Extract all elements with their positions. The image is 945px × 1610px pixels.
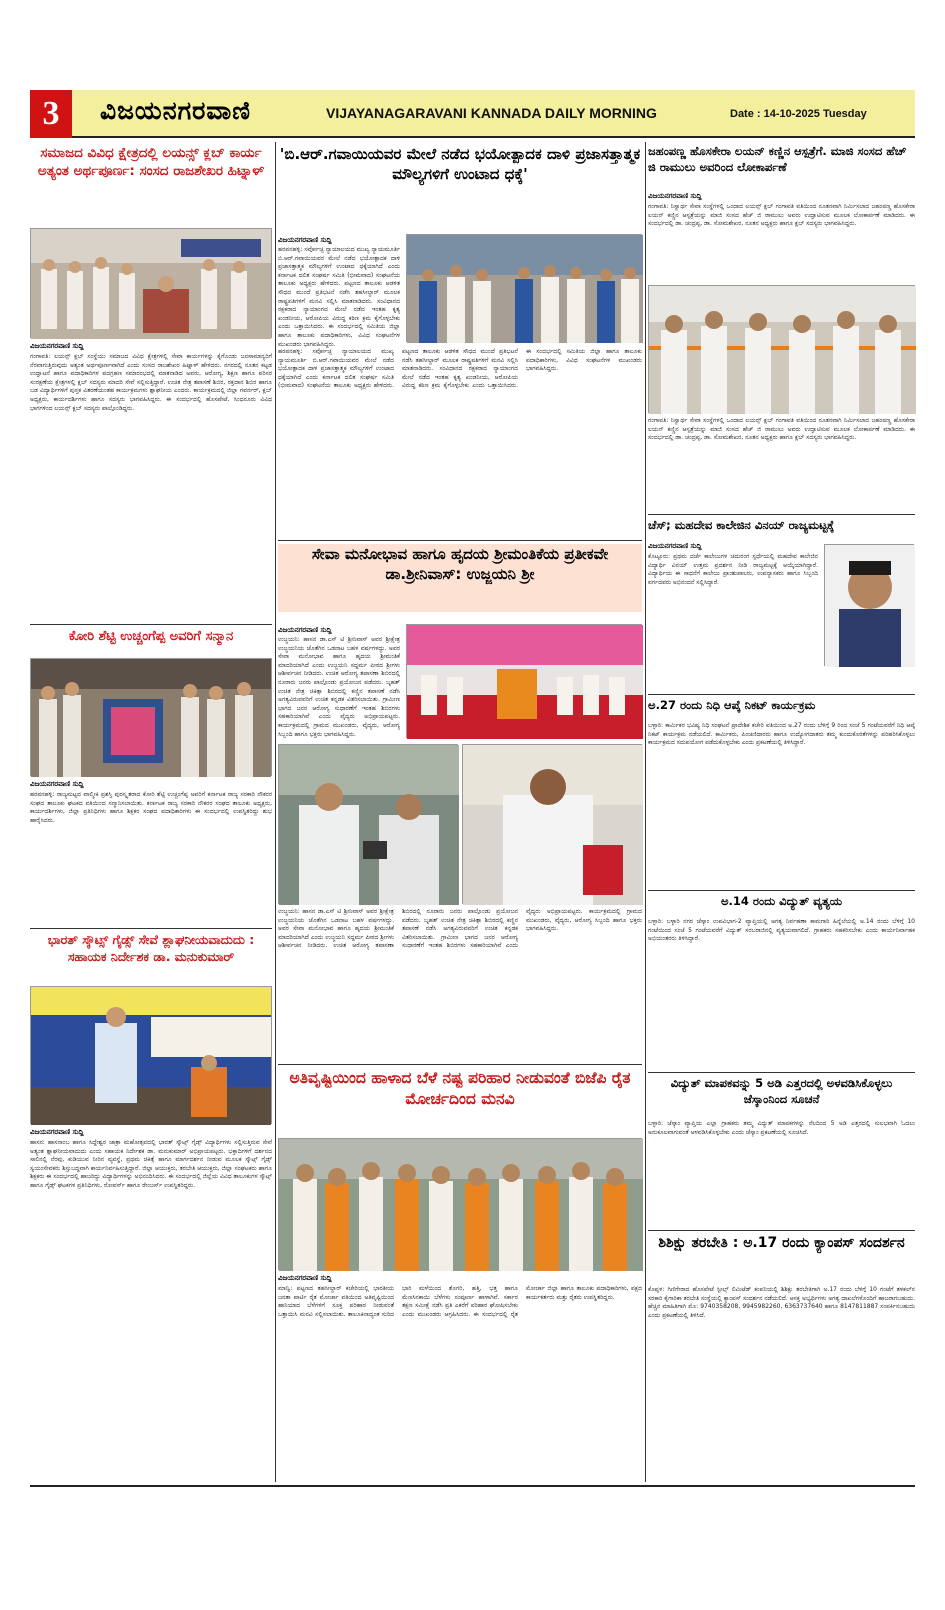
headline: ಜಹಂಪಣ್ಣ ಹೊಸಕೇರಾ ಲಯನ್ ಕಣ್ಣಿನ ಆಸ್ಪತ್ರೆಗೆ. ಮಾಜಿ ಸಂಸದ ಹೆಚ್ ಜಿ ರಾಮುಲು ಅವರಿಂದ ಲೋಕಾರ್ಪಣೆ xyxy=(648,144,907,174)
divider xyxy=(278,540,642,541)
headline: ಅ.27 ರಂದು ನಿಧಿ ಆಪ್ಕೆ ನಿಕಟ್ ಕಾರ್ಯಕ್ರಮ xyxy=(648,698,816,712)
felicitation-photo xyxy=(30,658,272,776)
divider xyxy=(648,1230,915,1231)
newspaper-subtitle: VIJAYANAGARAVANI KANNADA DAILY MORNING xyxy=(326,105,657,121)
doctor-photo xyxy=(462,744,642,904)
story-body: ಹರಪನಹಳ್ಳಿ: ರಾಜ್ಯಮಟ್ಟದ ವಾಲ್ಮೀಕಿ ಪ್ರಶಸ್ತಿ ಪುರಸ್ಕೃತರಾದ ಕೋರಿ ಶೆಟ್ಟಿ ಉಚ್ಚಂಗೆಪ್ಪ ಅವರಿಗೆ ಕರ್ನಾಟಕ ರಾಜ್ಯ ಸರಕಾರಿ ನೌಕರರ ಸಂಘದ ತಾಲೂಕು ಘಟಕದ ವತಿಯಿಂದ ಸನ್ಮಾನಿಸಲಾಯಿತು. ಕರ್ನಾಟಕ ರಾಜ್ಯ ಸರಕಾರಿ ನೌಕರರ ಸಂಘದ ತಾಲೂಕು ಅಧ್ಯಕ್ಷರು, ಕಾರ್ಯದರ್ಶಿಗಳು, ಜಿಲ್ಲಾ ಪ್ರತಿನಿಧಿಗಳು ಹಾಗೂ ಶಿಕ್ಷಕರ ಸಂಘದ ಪದಾಧಿಕಾರಿಗಳು ಈ ಸಂದರ್ಭದಲ್ಲಿ ಉಪಸ್ಥಿತರಿದ್ದು ಶುಭ ಹಾರೈಸಿದರು. xyxy=(30,791,272,824)
story-body: ಉಜ್ಜಯನಿ: ಹಾಸನ ಡಾ.ಎಸ್ ಟಿ ಶ್ರೀನಿವಾಸ್ ಅವರ ಶ್ರೀಕ್ಷೇತ್ರ ಉಜ್ಜಯನಿಯ ಜೊತೆಗಿನ ಒಡನಾಟ ಬಹಳ ವರ್ಷಗಳದ್ದು. ಅವರ ಸೇವಾ ಮನೋಭಾವ ಹಾಗೂ ಹೃದಯ ಶ್ರೀಮಂತಿಕೆ ಮಾದರಿಯಾಗಿದೆ ಎಂದು ಉಜ್ಜಯನಿ ಸದ್ಧರ್ಮ ಪೀಠದ ಶ್ರೀಗಳು ಆಶೀರ್ವಚನ ನೀಡಿದರು. ಉಚಿತ ಆರೋಗ್ಯ ತಪಾಸಣಾ ಶಿಬಿರದಲ್ಲಿ ನೂರಾರು ಜನರು ಪಾಲ್ಗೊಂಡು ಪ್ರಯೋಜನ ಪಡೆದರು. ಬೃಹತ್ ಉಚಿತ ನೇತ್ರ ಚಿಕಿತ್ಸಾ ಶಿಬಿರದಲ್ಲಿ ಕಣ್ಣಿನ ತಪಾಸಣೆ ನಡೆಸಿ ಅಗತ್ಯವಿರುವವರಿಗೆ ಉಚಿತ ಕನ್ನಡಕ ವಿತರಿಸಲಾಯಿತು. ಗ್ರಾಮೀಣ ಭಾಗದ ಜನರ ಆರೋಗ್ಯ ಸುಧಾರಣೆಗೆ ಇಂತಹ ಶಿಬಿರಗಳು ಸಹಕಾರಿಯಾಗಿವೆ ಎಂದು ವೈದ್ಯರು ಅಭಿಪ್ರಾಯಪಟ್ಟರು. ಕಾರ್ಯಕ್ರಮದಲ್ಲಿ ಗ್ರಾಮದ ಮುಖಂಡರು, ವೈದ್ಯರು, ಆರೋಗ್ಯ ಸಿಬ್ಬಂದಿ ಹಾಗೂ ಭಕ್ತರು ಭಾಗವಹಿಸಿದ್ದರು. xyxy=(278,636,400,738)
protest-photo xyxy=(406,234,642,342)
story-body: ಗಂಗಾವತಿ: ಲಯನ್ಸ್ ಕ್ಲಬ್ ಸಂಸ್ಥೆಯು ಸಮಾಜದ ವಿವಿಧ ಕ್ಷೇತ್ರಗಳಲ್ಲಿ ಸೇವಾ ಕಾರ್ಯಗಳನ್ನು ಕೈಗೊಂಡು ಜನಸಾಮಾನ್ಯರಿಗೆ ನೆರವಾಗುತ್ತಿರುವುದು ಅತ್ಯಂತ ಅರ್ಥಪೂರ್ಣವಾಗಿದೆ ಎಂದು ಸಂಸದ ರಾಜಶೇಖರ ಹಿಟ್ನಾಳ್ ಹೇಳಿದರು. ನಗರದಲ್ಲಿ ನೂತನ ಕಟ್ಟಡ ಉದ್ಘಾಟನೆ ಹಾಗೂ ಪದಾಧಿಕಾರಿಗಳ ಪದಗ್ರಹಣ ಸಮಾರಂಭದಲ್ಲಿ ಮಾತನಾಡಿದ ಅವರು, ಆರೋಗ್ಯ, ಶಿಕ್ಷಣ ಹಾಗೂ ಪರಿಸರ ಸಂರಕ್ಷಣೆಯ ಕ್ಷೇತ್ರಗಳಲ್ಲಿ ಕ್ಲಬ್ ಸದಸ್ಯರು ಮಾದರಿ ಸೇವೆ ಸಲ್ಲಿಸುತ್ತಿದ್ದಾರೆ. ಉಚಿತ ನೇತ್ರ ತಪಾಸಣೆ ಶಿಬಿರ, ರಕ್ತದಾನ ಶಿಬಿರ ಹಾಗೂ ಬಡ ವಿದ್ಯಾರ್ಥಿಗಳಿಗೆ ಪುಸ್ತಕ ವಿತರಣೆಯಂತಹ ಕಾರ್ಯಕ್ರಮಗಳು ಶ್ಲಾಘನೀಯ ಎಂದರು. ಕಾರ್ಯಕ್ರಮದಲ್ಲಿ ಜಿಲ್ಲಾ ಗವರ್ನರ್, ಕ್ಲಬ್ ಅಧ್ಯಕ್ಷರು, ಕಾರ್ಯದರ್ಶಿಗಳು ಹಾಗೂ ಸದಸ್ಯರು ಭಾಗವಹಿಸಿದ್ದರು. ಈ ಸಂದರ್ಭದಲ್ಲಿ ಹೊಸಪೇಟೆ, ಸಿಂಧನೂರು ವಿವಿಧ ಭಾಗಗಳಿಂದ ಲಯನ್ಸ್ ಕ್ಲಬ್ ಸದಸ್ಯರು ಪಾಲ್ಗೊಂಡಿದ್ದರು. xyxy=(30,353,272,412)
divider xyxy=(648,1072,915,1073)
story-body: ಮಾನ್ವಿ: ಪಟ್ಟಣದ ತಹಸೀಲ್ದಾರ್ ಕಚೇರಿಯಲ್ಲಿ ಭಾರತೀಯ ಜನತಾ ಪಾರ್ಟಿ ರೈತ ಮೋರ್ಚಾ ವತಿಯಿಂದ ಅತಿವೃಷ್ಟಿಯಿಂದ ಹಾನಿಯಾದ ಬೆಳೆಗಳಿಗೆ ಸೂಕ್ತ ಪರಿಹಾರ ನೀಡುವಂತೆ ಒತ್ತಾಯಿಸಿ ಮನವಿ ಸಲ್ಲಿಸಲಾಯಿತು. ತಾಲೂಕಿನಾದ್ಯಂತ ಸುರಿದ ಭಾರಿ ಮಳೆಯಿಂದ ತೊಗರಿ, ಹತ್ತಿ, ಭತ್ತ ಹಾಗೂ ಮೆಣಸಿನಕಾಯಿ ಬೆಳೆಗಳು ಸಂಪೂರ್ಣ ಹಾಳಾಗಿವೆ. ಸರ್ಕಾರ ತಕ್ಷಣ ಸಮೀಕ್ಷೆ ನಡೆಸಿ ಪ್ರತಿ ಎಕರೆಗೆ ಪರಿಹಾರ ಘೋಷಿಸಬೇಕು ಎಂದು ಮುಖಂಡರು ಆಗ್ರಹಿಸಿದರು. ಈ ಸಂದರ್ಭದಲ್ಲಿ ರೈತ ಮೋರ್ಚಾ ಜಿಲ್ಲಾ ಹಾಗೂ ತಾಲೂಕು ಪದಾಧಿಕಾರಿಗಳು, ಪಕ್ಷದ ಕಾರ್ಯಕರ್ತರು ಮತ್ತು ರೈತರು ಉಪಸ್ಥಿತರಿದ್ದರು. xyxy=(278,1285,642,1318)
headline: ಭಾರತ್ ಸ್ಕೌಟ್ಸ್ ಗೈಡ್ಸ್ ಸೇವೆ ಶ್ಲಾಘನೀಯವಾದುದು : ಸಹಾಯಕ ನಿರ್ದೇಶಕ ಡಾ. ಮನುಕುಮಾರ್ xyxy=(47,932,255,964)
story-body: ಬಳ್ಳಾರಿ: ಕಾರ್ಮಿಕರ ಭವಿಷ್ಯ ನಿಧಿ ಸಂಘಟನೆ ಪ್ರಾದೇಶಿಕ ಕಚೇರಿ ವತಿಯಿಂದ ಅ.27 ರಂದು ಬೆಳಿಗ್ಗೆ 9 ರಿಂದ ಸಂಜೆ 5 ಗಂಟೆಯವರೆಗೆ ನಿಧಿ ಆಪ್ಕೆ ನಿಕಟ್ ಕಾರ್ಯಕ್ರಮ ನಡೆಯಲಿದೆ. ಕಾರ್ಮಿಕರು, ಪಿಂಚಣಿದಾರರು ಹಾಗೂ ಉದ್ಯೋಗದಾತರು ತಮ್ಮ ಕುಂದುಕೊರತೆಗಳನ್ನು ಪರಿಹರಿಸಿಕೊಳ್ಳಲು ಕಾರ್ಯಕ್ರಮದ ಸದುಪಯೋಗ ಪಡೆದುಕೊಳ್ಳಬೇಕು ಎಂದು ಪ್ರಕಟಣೆಯಲ್ಲಿ ತಿಳಿಸಿದ್ದಾರೆ. xyxy=(648,722,915,747)
page-number: 3 xyxy=(30,90,72,138)
divider xyxy=(278,1064,642,1065)
column-rule xyxy=(275,142,276,1482)
story-kori-shetty xyxy=(30,628,272,918)
story-nidhi-app xyxy=(648,698,915,886)
student-photo xyxy=(824,544,914,666)
story-training xyxy=(648,1234,915,1476)
divider xyxy=(648,890,915,891)
story-power-cut xyxy=(648,894,915,1066)
bottom-rule xyxy=(30,1485,915,1487)
story-body: ಗಂಗಾವತಿ: ನಿಸ್ವಾರ್ಥ ಸೇವಾ ಸಂಸ್ಥೆಗಳಲ್ಲಿ ಒಂದಾದ ಲಯನ್ಸ್ ಕ್ಲಬ್ ಗಂಗಾವತಿ ವತಿಯಿಂದ ನೂತನವಾಗಿ ನಿರ್ಮಿಸಲಾದ ಜಹಂಪಣ್ಣ ಹೊಸಕೇರಾ ಲಯನ್ ಕಣ್ಣಿನ ಆಸ್ಪತ್ರೆಯನ್ನು ಮಾಜಿ ಸಂಸದ ಹೆಚ್ ಜಿ ರಾಮುಲು ಅವರು ಉದ್ಘಾಟಿಸುವ ಮೂಲಕ ಲೋಕಾರ್ಪಣೆ ಮಾಡಿದರು. ಈ ಸಂದರ್ಭದಲ್ಲಿ ಡಾ. ಚಂದ್ರಪ್ಪ, ಡಾ. ಸೋಮಶೇಖರ, ನೂತನ ಅಧ್ಯಕ್ಷರು ಹಾಗೂ ಕ್ಲಬ್ ಸದಸ್ಯರು ಭಾಗವಹಿಸಿದ್ದರು. xyxy=(648,203,915,228)
story-scouts-guides xyxy=(30,932,272,1469)
byline: ವಿಜಯನಗರವಾಣಿ ಸುದ್ದಿ xyxy=(278,1274,332,1282)
story-body: ಹರಪನಹಳ್ಳಿ: ಸರ್ವೋಚ್ಛ ನ್ಯಾಯಾಲಯದ ಮುಖ್ಯ ನ್ಯಾಯಮೂರ್ತಿ ಬಿ.ಆರ್.ಗವಾಯಿಯವರ ಮೇಲೆ ನಡೆದ ಭಯೋತ್ಪಾದಕ ದಾಳಿ ಪ್ರಜಾಸತ್ತಾತ್ಮಕ ಮೌಲ್ಯಗಳಿಗೆ ಉಂಟಾದ ಧಕ್ಕೆಯಾಗಿದೆ ಎಂದು ಕರ್ನಾಟಕ ದಲಿತ ಸಂಘರ್ಷ ಸಮಿತಿ (ಭೀಮವಾದ) ಸಂಘಟನೆಯ ತಾಲೂಕು ಅಧ್ಯಕ್ಷರು ಹೇಳಿದರು. ಪಟ್ಟಣದ ತಾಲೂಕು ಆಡಳಿತ ಸೌಧದ ಮುಂದೆ ಪ್ರತಿಭಟನೆ ನಡೆಸಿ ತಹಸೀಲ್ದಾರ್ ಮೂಲಕ ರಾಷ್ಟ್ರಪತಿಗಳಿಗೆ ಮನವಿ ಸಲ್ಲಿಸಿ ಮಾತನಾಡಿದರು. ಸಂವಿಧಾನದ ರಕ್ಷಕರಾದ ನ್ಯಾಯಾಂಗದ ಮೇಲೆ ನಡೆದ ಇಂತಹ ಕೃತ್ಯ ಖಂಡನೀಯ, ಆರೋಪಿಯ ವಿರುದ್ಧ ಕಠಿಣ ಕ್ರಮ ಕೈಗೊಳ್ಳಬೇಕು ಎಂದು ಒತ್ತಾಯಿಸಿದರು. ಈ ಸಂದರ್ಭದಲ್ಲಿ ಸಮಿತಿಯ ಜಿಲ್ಲಾ ಹಾಗೂ ತಾಲೂಕು ಪದಾಧಿಕಾರಿಗಳು, ವಿವಿಧ ಸಂಘಟನೆಗಳ ಮುಖಂಡರು ಭಾಗವಹಿಸಿದ್ದರು. xyxy=(278,246,400,348)
story-body: ಬಳ್ಳಾರಿ: ಬಳ್ಳಾರಿ ನಗರ ಜೆಸ್ಕಾಂ ಉಪವಿಭಾಗ-2 ವ್ಯಾಪ್ತಿಯಲ್ಲಿ ಅಗತ್ಯ ನಿರ್ವಹಣಾ ಕಾಮಗಾರಿ ಹಿನ್ನೆಲೆಯಲ್ಲಿ ಅ.14 ರಂದು ಬೆಳಿಗ್ಗೆ 10 ಗಂಟೆಯಿಂದ ಸಂಜೆ 5 ಗಂಟೆಯವರೆಗೆ ವಿದ್ಯುತ್ ಸರಬರಾಜಿನಲ್ಲಿ ವ್ಯತ್ಯಯವಾಗಲಿದೆ. ಗ್ರಾಹಕರು ಸಹಕರಿಸಬೇಕು ಎಂದು ಕಾರ್ಯನಿರ್ವಾಹಕ ಅಭಿಯಂತರರು ತಿಳಿಸಿದ್ದಾರೆ. xyxy=(648,918,915,943)
lions-photo xyxy=(30,228,272,338)
story-body: ಹಾಸನ: ಹಾಸನಾಂಬ ಹಾಗೂ ಸಿದ್ದೇಶ್ವರ ಜಾತ್ರಾ ಮಹೋತ್ಸವದಲ್ಲಿ ಭಾರತ್ ಸ್ಕೌಟ್ಸ್ ಗೈಡ್ಸ್ ವಿದ್ಯಾರ್ಥಿಗಳು ಸಲ್ಲಿಸುತ್ತಿರುವ ಸೇವೆ ಅತ್ಯಂತ ಶ್ಲಾಘನೀಯವಾದುದು ಎಂದು ಸಹಾಯಕ ನಿರ್ದೇಶಕ ಡಾ. ಮನುಕುಮಾರ್ ಅಭಿಪ್ರಾಯಪಟ್ಟರು. ಭಕ್ತಾದಿಗಳಿಗೆ ದರ್ಶನದ ಸಾಲಿನಲ್ಲಿ ನೆರವು, ಕುಡಿಯುವ ನೀರಿನ ವ್ಯವಸ್ಥೆ, ಪ್ರಥಮ ಚಿಕಿತ್ಸೆ ಹಾಗೂ ಮಾರ್ಗದರ್ಶನ ನೀಡುವ ಮೂಲಕ ಸ್ಕೌಟ್ಸ್ ಗೈಡ್ಸ್ ಸ್ವಯಂಸೇವಕರು ಶಿಸ್ತುಬದ್ಧವಾಗಿ ಕಾರ್ಯನಿರ್ವಹಿಸುತ್ತಿದ್ದಾರೆ. ಜಿಲ್ಲಾ ಆಯುಕ್ತರು, ತರಬೇತಿ ಆಯುಕ್ತರು, ಜಿಲ್ಲಾ ಸಂಘಟಕರು ಹಾಗೂ ಶಿಕ್ಷಕರು ಈ ಸಂದರ್ಭದಲ್ಲಿ ಹಾಜರಿದ್ದು ವಿದ್ಯಾರ್ಥಿಗಳನ್ನು ಅಭಿನಂದಿಸಿದರು. ಈ ಸಂದರ್ಭದಲ್ಲಿ ಜಿಲ್ಲೆಯ ವಿವಿಧ ತಾಲೂಕುಗಳ ಸ್ಕೌಟ್ಸ್ ಹಾಗೂ ಗೈಡ್ಸ್ ಘಟಕಗಳ ಪ್ರತಿನಿಧಿಗಳು, ರೋವರ್ಸ್ ಹಾಗೂ ರೇಂಜರ್ಸ್ ಉಪಸ್ಥಿತರಿದ್ದರು. xyxy=(30,1139,272,1189)
byline: ವಿಜಯನಗರವಾಣಿ ಸುದ್ದಿ xyxy=(648,542,702,550)
byline: ವಿಜಯನಗರವಾಣಿ ಸುದ್ದಿ xyxy=(278,626,332,634)
headline: ಅತಿವೃಷ್ಟಿಯಿಂದ ಹಾಳಾದ ಬೆಳೆ ನಷ್ಟ ಪರಿಹಾರ ನೀಡುವಂತೆ ಬಿಜೆಪಿ ರೈತ ಮೋರ್ಚದಿಂದ ಮನವಿ xyxy=(289,1069,631,1108)
story-body: ಕೊಪ್ಪಳ: ಗಿಣಿಗೇರಾದ ಹೊಸಪೇಟೆ ಸ್ಟೀಲ್ಸ್ ಲಿಮಿಟೆಡ್ ಕಂಪನಿಯಲ್ಲಿ ಶಿಶಿಕ್ಷು ತರಬೇತಿಗಾಗಿ ಅ.17 ರಂದು ಬೆಳಿಗ್ಗೆ 10 ಗಂಟೆಗೆ ತಳಕಲ್‌ನ ಸರಕಾರಿ ಕೈಗಾರಿಕಾ ತರಬೇತಿ ಸಂಸ್ಥೆಯಲ್ಲಿ ಕ್ಯಾಂಪಸ್ ಸಂದರ್ಶನ ನಡೆಯಲಿದೆ. ಆಸಕ್ತ ಅಭ್ಯರ್ಥಿಗಳು ಅಗತ್ಯ ದಾಖಲೆಗಳೊಂದಿಗೆ ಹಾಜರಾಗಬಹುದು. ಹೆಚ್ಚಿನ ಮಾಹಿತಿಗಾಗಿ ಮೊ: 9740358208, 9945982260, 6363737640 ಹಾಗೂ 8147811887 ಸಂಪರ್ಕಿಸಬಹುದು ಎಂದು ಪ್ರಕಟಣೆಯಲ್ಲಿ ತಿಳಿಸಿದೆ. xyxy=(648,1286,915,1319)
scouts-photo xyxy=(30,986,272,1124)
byline: ವಿಜಯನಗರವಾಣಿ ಸುದ್ದಿ xyxy=(30,1128,84,1136)
byline: ವಿಜಯನಗರವಾಣಿ ಸುದ್ದಿ xyxy=(30,780,84,788)
story-seva-manobhava xyxy=(278,544,642,950)
story-body: ಕೊಟ್ಟೂರು: ಪ್ರಥಮ ದರ್ಜೆ ಕಾಲೇಜುಗಳ ಚದುರಂಗ ಸ್ಪರ್ಧೆಯಲ್ಲಿ ಮಹದೇವ ಕಾಲೇಜಿನ ವಿದ್ಯಾರ್ಥಿ ವಿನಯ್ ಉತ್ತಮ ಪ್ರದರ್ಶನ ನೀಡಿ ರಾಜ್ಯಮಟ್ಟಕ್ಕೆ ಆಯ್ಕೆಯಾಗಿದ್ದಾರೆ. ವಿದ್ಯಾರ್ಥಿಯ ಈ ಸಾಧನೆಗೆ ಕಾಲೇಜು ಪ್ರಾಂಶುಪಾಲರು, ಉಪನ್ಯಾಸಕರು ಹಾಗೂ ಸಿಬ್ಬಂದಿ ವರ್ಗದವರು ಅಭಿನಂದನೆ ಸಲ್ಲಿಸಿದ್ದಾರೆ. xyxy=(648,553,818,586)
ceremony-photo xyxy=(406,624,642,738)
column-rule xyxy=(645,142,646,1482)
byline: ವಿಜಯನಗರವಾಣಿ ಸುದ್ದಿ xyxy=(648,192,702,200)
headline: ಸಮಾಜದ ವಿವಿಧ ಕ್ಷೇತ್ರದಲ್ಲಿ ಲಯನ್ಸ್ ಕ್ಲಬ್ ಕಾರ್ಯ ಅತ್ಯಂತ ಅರ್ಥಪೂರ್ಣ: ಸಂಸದ ರಾಜಶೇಖರ ಹಿಟ್ನಾಳ್ xyxy=(37,145,265,180)
story-body-continued: ಗಂಗಾವತಿ: ನಿಸ್ವಾರ್ಥ ಸೇವಾ ಸಂಸ್ಥೆಗಳಲ್ಲಿ ಒಂದಾದ ಲಯನ್ಸ್ ಕ್ಲಬ್ ಗಂಗಾವತಿ ವತಿಯಿಂದ ನೂತನವಾಗಿ ನಿರ್ಮಿಸಲಾದ ಜಹಂಪಣ್ಣ ಹೊಸಕೇರಾ ಲಯನ್ ಕಣ್ಣಿನ ಆಸ್ಪತ್ರೆಯನ್ನು ಮಾಜಿ ಸಂಸದ ಹೆಚ್ ಜಿ ರಾಮುಲು ಅವರು ಉದ್ಘಾಟಿಸುವ ಮೂಲಕ ಲೋಕಾರ್ಪಣೆ ಮಾಡಿದರು. ಈ ಸಂದರ್ಭದಲ್ಲಿ ಡಾ. ಚಂದ್ರಪ್ಪ, ಡಾ. ಸೋಮಶೇಖರ, ನೂತನ ಅಧ್ಯಕ್ಷರು ಹಾಗೂ ಕ್ಲಬ್ ಸದಸ್ಯರು ಭಾಗವಹಿಸಿದ್ದರು. xyxy=(648,417,915,442)
byline: ವಿಜಯನಗರವಾಣಿ ಸುದ್ದಿ xyxy=(30,342,84,350)
divider xyxy=(30,928,272,929)
inauguration-photo xyxy=(648,285,915,413)
eye-camp-photo xyxy=(278,744,458,904)
headline: ಸೇವಾ ಮನೋಭಾವ ಹಾಗೂ ಹೃದಯ ಶ್ರೀಮಂತಿಕೆಯ ಪ್ರತೀಕವೇ ಡಾ.ಶ್ರೀನಿವಾಸ್: ಉಜ್ಜಯನಿ ಶ್ರೀ xyxy=(311,545,609,584)
story-meter xyxy=(648,1076,915,1224)
story-body-continued: ಉಜ್ಜಯನಿ: ಹಾಸನ ಡಾ.ಎಸ್ ಟಿ ಶ್ರೀನಿವಾಸ್ ಅವರ ಶ್ರೀಕ್ಷೇತ್ರ ಉಜ್ಜಯನಿಯ ಜೊತೆಗಿನ ಒಡನಾಟ ಬಹಳ ವರ್ಷಗಳದ್ದು. ಅವರ ಸೇವಾ ಮನೋಭಾವ ಹಾಗೂ ಹೃದಯ ಶ್ರೀಮಂತಿಕೆ ಮಾದರಿಯಾಗಿದೆ ಎಂದು ಉಜ್ಜಯನಿ ಸದ್ಧರ್ಮ ಪೀಠದ ಶ್ರೀಗಳು ಆಶೀರ್ವಚನ ನೀಡಿದರು. ಉಚಿತ ಆರೋಗ್ಯ ತಪಾಸಣಾ ಶಿಬಿರದಲ್ಲಿ ನೂರಾರು ಜನರು ಪಾಲ್ಗೊಂಡು ಪ್ರಯೋಜನ ಪಡೆದರು. ಬೃಹತ್ ಉಚಿತ ನೇತ್ರ ಚಿಕಿತ್ಸಾ ಶಿಬಿರದಲ್ಲಿ ಕಣ್ಣಿನ ತಪಾಸಣೆ ನಡೆಸಿ ಅಗತ್ಯವಿರುವವರಿಗೆ ಉಚಿತ ಕನ್ನಡಕ ವಿತರಿಸಲಾಯಿತು. ಗ್ರಾಮೀಣ ಭಾಗದ ಜನರ ಆರೋಗ್ಯ ಸುಧಾರಣೆಗೆ ಇಂತಹ ಶಿಬಿರಗಳು ಸಹಕಾರಿಯಾಗಿವೆ ಎಂದು ವೈದ್ಯರು ಅಭಿಪ್ರಾಯಪಟ್ಟರು. ಕಾರ್ಯಕ್ರಮದಲ್ಲಿ ಗ್ರಾಮದ ಮುಖಂಡರು, ವೈದ್ಯರು, ಆರೋಗ್ಯ ಸಿಬ್ಬಂದಿ ಹಾಗೂ ಭಕ್ತರು ಭಾಗವಹಿಸಿದ್ದರು. xyxy=(278,908,642,950)
issue-date: Date : 14-10-2025 Tuesday xyxy=(730,108,867,120)
headline: 'ಬಿ.ಆರ್.ಗವಾಯಿಯವರ ಮೇಲೆ ನಡೆದ ಭಯೋತ್ಪಾದಕ ದಾಳಿ ಪ್ರಜಾಸತ್ತಾತ್ಮಕ ಮೌಲ್ಯಗಳಿಗೆ ಉಂಟಾದ ಧಕ್ಕೆ' xyxy=(279,145,641,184)
story-gavai xyxy=(278,144,642,390)
divider xyxy=(30,624,272,625)
story-kannan-hospital xyxy=(648,144,915,497)
headline: ಕೋರಿ ಶೆಟ್ಟಿ ಉಚ್ಚಂಗೆಪ್ಪ ಅವರಿಗೆ ಸನ್ಮಾನ xyxy=(68,629,234,644)
story-lions-club xyxy=(30,144,272,583)
headline: ಅ.14 ರಂದು ವಿದ್ಯುತ್ ವ್ಯತ್ಯಯ xyxy=(720,894,843,908)
story-body-continued: ಹರಪನಹಳ್ಳಿ: ಸರ್ವೋಚ್ಛ ನ್ಯಾಯಾಲಯದ ಮುಖ್ಯ ನ್ಯಾಯಮೂರ್ತಿ ಬಿ.ಆರ್.ಗವಾಯಿಯವರ ಮೇಲೆ ನಡೆದ ಭಯೋತ್ಪಾದಕ ದಾಳಿ ಪ್ರಜಾಸತ್ತಾತ್ಮಕ ಮೌಲ್ಯಗಳಿಗೆ ಉಂಟಾದ ಧಕ್ಕೆಯಾಗಿದೆ ಎಂದು ಕರ್ನಾಟಕ ದಲಿತ ಸಂಘರ್ಷ ಸಮಿತಿ (ಭೀಮವಾದ) ಸಂಘಟನೆಯ ತಾಲೂಕು ಅಧ್ಯಕ್ಷರು ಹೇಳಿದರು. ಪಟ್ಟಣದ ತಾಲೂಕು ಆಡಳಿತ ಸೌಧದ ಮುಂದೆ ಪ್ರತಿಭಟನೆ ನಡೆಸಿ ತಹಸೀಲ್ದಾರ್ ಮೂಲಕ ರಾಷ್ಟ್ರಪತಿಗಳಿಗೆ ಮನವಿ ಸಲ್ಲಿಸಿ ಮಾತನಾಡಿದರು. ಸಂವಿಧಾನದ ರಕ್ಷಕರಾದ ನ್ಯಾಯಾಂಗದ ಮೇಲೆ ನಡೆದ ಇಂತಹ ಕೃತ್ಯ ಖಂಡನೀಯ, ಆರೋಪಿಯ ವಿರುದ್ಧ ಕಠಿಣ ಕ್ರಮ ಕೈಗೊಳ್ಳಬೇಕು ಎಂದು ಒತ್ತಾಯಿಸಿದರು. ಈ ಸಂದರ್ಭದಲ್ಲಿ ಸಮಿತಿಯ ಜಿಲ್ಲಾ ಹಾಗೂ ತಾಲೂಕು ಪದಾಧಿಕಾರಿಗಳು, ವಿವಿಧ ಸಂಘಟನೆಗಳ ಮುಖಂಡರು ಭಾಗವಹಿಸಿದ್ದರು. xyxy=(278,348,642,390)
masthead xyxy=(30,90,915,138)
divider xyxy=(648,694,915,695)
headline: ಶಿಶಿಕ್ಷು ತರಬೇತಿ : ಅ.17 ರಂದು ಕ್ಯಾಂಪಸ್ ಸಂದರ್ಶನ xyxy=(658,1235,905,1251)
newspaper-name: ವಿಜಯನಗರವಾಣಿ xyxy=(100,96,251,125)
headline: ಚೆಸ್; ಮಹದೇವ ಕಾಲೇಜಿನ ವಿನಯ್ ರಾಜ್ಯಮಟ್ಟಕ್ಕೆ xyxy=(648,518,835,532)
divider xyxy=(648,514,915,515)
story-crop-loss xyxy=(278,1068,642,1485)
memorandum-photo xyxy=(278,1138,642,1270)
story-chess xyxy=(648,518,915,695)
story-body: ಬಳ್ಳಾರಿ: ಜೆಸ್ಕಾಂ ವ್ಯಾಪ್ತಿಯ ಎಲ್ಲಾ ಗ್ರಾಹಕರು ತಮ್ಮ ವಿದ್ಯುತ್ ಮಾಪಕಗಳನ್ನು ನೆಲದಿಂದ 5 ಅಡಿ ಎತ್ತರದಲ್ಲಿ ಸುಲಭವಾಗಿ ಓದಲು ಅನುಕೂಲವಾಗುವಂತೆ ಅಳವಡಿಸಿಕೊಳ್ಳಬೇಕು ಎಂದು ಜೆಸ್ಕಾಂ ಪ್ರಕಟಣೆಯಲ್ಲಿ ಸೂಚಿಸಿದೆ. xyxy=(648,1120,915,1136)
byline: ವಿಜಯನಗರವಾಣಿ ಸುದ್ದಿ xyxy=(278,236,332,244)
headline: ವಿದ್ಯುತ್ ಮಾಪಕವನ್ನು 5 ಅಡಿ ಎತ್ತರದಲ್ಲಿ ಅಳವಡಿಸಿಕೊಳ್ಳಲು ಜೆಸ್ಕಾಂನಿಂದ ಸೂಚನೆ xyxy=(670,1076,893,1106)
